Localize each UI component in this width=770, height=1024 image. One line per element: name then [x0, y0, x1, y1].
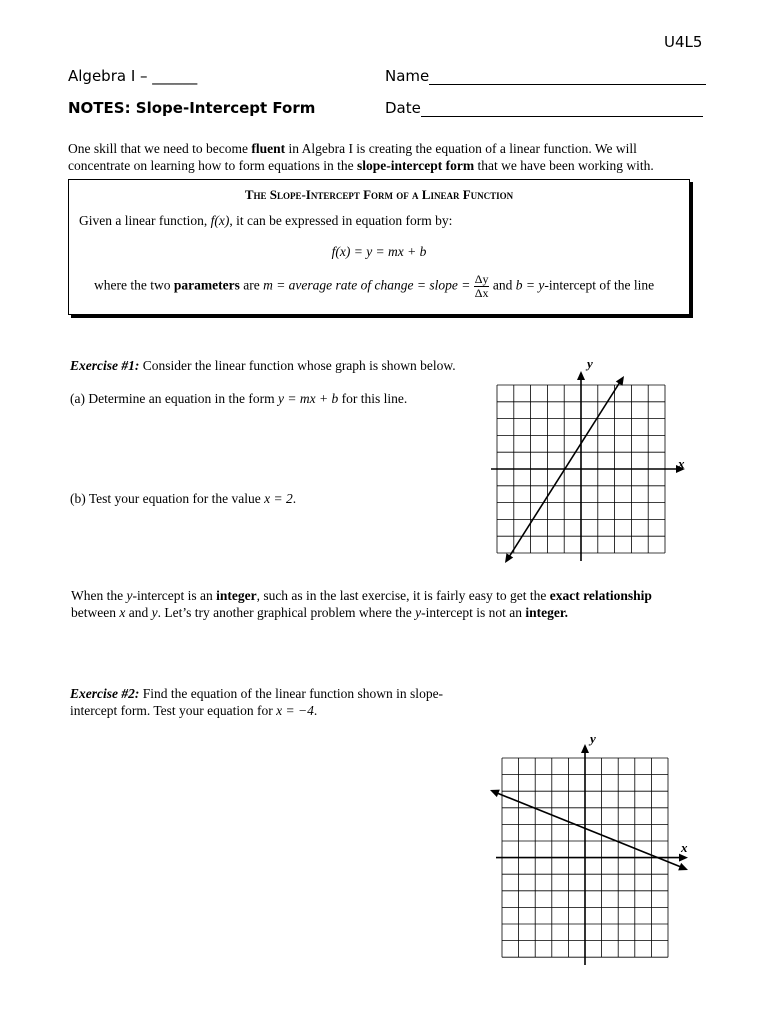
definition-title: The Slope-Intercept Form of a Linear Function: [244, 187, 514, 202]
graph1: [485, 355, 695, 570]
definition-where: where the two parameters are m = average rate of change = slope = $\frac{\Delta y}{\Delta x}$ and b = y-intercept of the line: [94, 272, 655, 300]
date-label: Date: [385, 99, 421, 117]
graph2-axes: [490, 744, 688, 965]
date-field[interactable]: [385, 99, 703, 117]
graph2-line: [497, 793, 681, 867]
graph1-axes: [491, 371, 685, 563]
y-axis-arrow: [577, 371, 585, 380]
exercise1-part-b: (b) Test your equation for the value x = 2.: [70, 491, 297, 506]
definition-given: Given a linear function, f(x), it can be expressed in equation form by:: [79, 213, 453, 228]
definition-equation: f(x) = y = mx + b: [331, 244, 427, 259]
date-line: [421, 102, 703, 117]
graph1-line-arrow-up: [616, 376, 624, 386]
y-axis-arrow: [581, 744, 589, 753]
graph1-x-label: x: [678, 456, 685, 471]
course-label: Algebra I – ______: [68, 67, 198, 85]
middle-paragraph: When the y-intercept is an integer, such as in the last exercise, it is fairly easy to get the exact relationship between x and y. Let’s try another graphical problem where the y-intercept is not an integer.: [71, 588, 652, 620]
name-line: [429, 70, 706, 85]
graph2: [485, 730, 695, 965]
graph2-y-label: y: [590, 731, 596, 746]
name-label: Name: [385, 67, 430, 85]
exercise1-part-a: (a) Determine an equation in the form y = mx + b for this line.: [70, 391, 408, 406]
graph2-x-label: x: [681, 840, 688, 855]
slope-fraction: $\frac{\Delta y}{\Delta x}$: [474, 272, 489, 300]
name-field[interactable]: [385, 67, 706, 85]
exercise2-prompt: Exercise #2: Find the equation of the linear function shown in slope- intercept form. Test your equation for x = −4.: [70, 686, 444, 718]
graph1-line-arrow-down: [505, 553, 513, 563]
notes-title: NOTES: Slope-Intercept Form: [68, 99, 316, 117]
unit-code: U4L5: [664, 33, 703, 51]
intro-paragraph: One skill that we need to become fluent in Algebra I is creating the equation of a linear function. We will concentrate on learning how to form equations in the slope-intercept form that we have been working with.: [68, 141, 654, 173]
graph1-y-label: y: [587, 356, 593, 371]
exercise1-prompt: Exercise #1: Consider the linear function whose graph is shown below.: [70, 358, 456, 373]
definition-box: [68, 179, 690, 315]
